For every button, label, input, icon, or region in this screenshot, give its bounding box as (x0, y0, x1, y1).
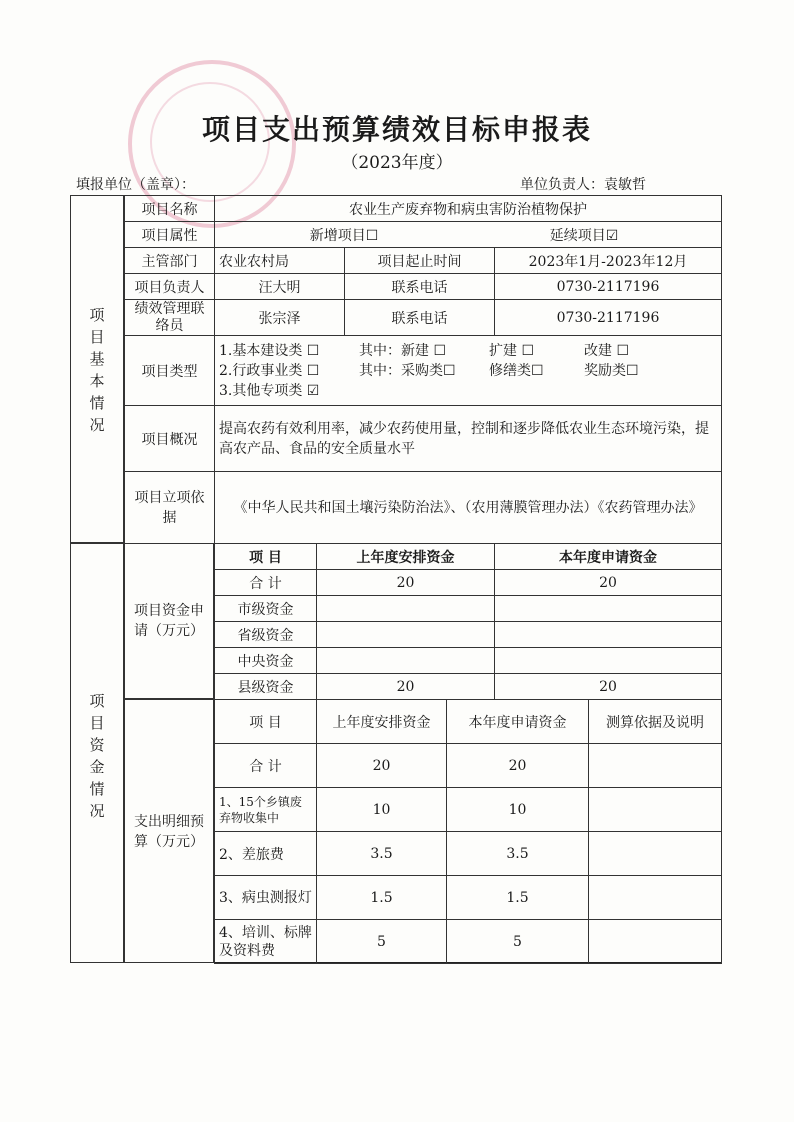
project-attr-label: 项目属性 (125, 222, 215, 248)
fund-header-prev: 上年度安排资金 (317, 544, 495, 570)
detail-row-curr: 3.5 (447, 832, 589, 876)
detail-row-note (589, 920, 722, 964)
detail-row-curr: 5 (447, 920, 589, 964)
project-name-value: 农业生产废弃物和病虫害防治植物保护 (215, 196, 722, 222)
dept-label: 主管部门 (125, 248, 215, 274)
section-basic-label: 项 目 基 本 情 况 (89, 306, 105, 434)
owner-value: 汪大明 (215, 274, 345, 300)
contact-phone-value: 0730-2117196 (495, 300, 722, 336)
fund-request-label: 项目资金申请（万元） (134, 603, 204, 639)
period-value: 2023年1月-2023年12月 (495, 248, 722, 274)
fund-row-item: 中央资金 (215, 648, 317, 674)
fund-request-table (214, 543, 722, 700)
section-fund-label: 项 目 资 金 情 况 (89, 692, 105, 820)
fund-row-prev (317, 648, 495, 674)
detail-header-item: 项 目 (215, 700, 317, 744)
detail-row-item: 3、病虫测报灯 (215, 876, 317, 920)
fund-row-item: 市级资金 (215, 596, 317, 622)
detail-row-curr: 10 (447, 788, 589, 832)
fund-row-prev: 20 (317, 674, 495, 700)
dept-value: 农业农村局 (215, 248, 345, 274)
project-name-label: 项目名称 (125, 196, 215, 222)
detail-row-note (589, 832, 722, 876)
detail-row-note (589, 788, 722, 832)
owner-phone-value: 0730-2117196 (495, 274, 722, 300)
detail-row-prev: 5 (317, 920, 447, 964)
fund-row-curr (495, 596, 722, 622)
owner-phone-label: 联系电话 (345, 274, 495, 300)
fund-row-prev (317, 622, 495, 648)
fund-row-curr (495, 622, 722, 648)
overview-label: 项目概况 (125, 406, 215, 472)
detail-row-note (589, 744, 722, 788)
detail-row-item: 合 计 (215, 744, 317, 788)
project-attr-value (215, 222, 722, 248)
owner-label: 项目负责人 (125, 274, 215, 300)
detail-row-curr: 20 (447, 744, 589, 788)
detail-row-item: 4、培训、标牌及资料费 (215, 920, 317, 964)
fund-row-curr (495, 648, 722, 674)
reporting-unit-label: 填报单位（盖章）： (76, 177, 195, 193)
detail-row-item: 1、15个乡镇废弃物收集中 (215, 788, 317, 832)
attr-continued-checkbox: 延续项目☑ (549, 227, 619, 244)
detail-row-prev: 1.5 (317, 876, 447, 920)
fund-row-curr: 20 (495, 570, 722, 596)
detail-budget-label: 支出明细预算（万元） (134, 814, 204, 850)
attr-new-checkbox: 新增项目☐ (309, 227, 379, 244)
detail-row-prev: 3.5 (317, 832, 447, 876)
fund-header-item: 项 目 (215, 544, 317, 570)
detail-header-note: 测算依据及说明 (589, 700, 722, 744)
detail-row-item: 2、差旅费 (215, 832, 317, 876)
type-label: 项目类型 (125, 336, 215, 406)
contact-label: 绩效管理联络员 (125, 300, 215, 336)
fund-row-curr: 20 (495, 674, 722, 700)
detail-budget-table (214, 699, 722, 964)
fund-row-item: 合 计 (215, 570, 317, 596)
basis-value: 《中华人民共和国土壤污染防治法》、（农用薄膜管理办法）《农药管理办法》 (215, 472, 722, 544)
fund-row-prev: 20 (317, 570, 495, 596)
fund-row-item: 省级资金 (215, 622, 317, 648)
fiscal-year: （2023年度） (341, 153, 453, 173)
detail-row-curr: 1.5 (447, 876, 589, 920)
overview-value: 提高农药有效利用率，减少农药使用量，控制和逐步降低农业生态环境污染，提高农产品、食品的安全质量水平 (215, 406, 722, 472)
contact-value: 张宗泽 (215, 300, 345, 336)
detail-row-note (589, 876, 722, 920)
fund-row-prev (317, 596, 495, 622)
contact-phone-label: 联系电话 (345, 300, 495, 336)
fund-row-item: 县级资金 (215, 674, 317, 700)
unit-head-label: 单位负责人：袁敏哲 (520, 177, 646, 193)
fund-header-curr: 本年度申请资金 (495, 544, 722, 570)
page-title: 项目支出预算绩效目标申报表 (201, 113, 592, 146)
basic-info-table (124, 195, 722, 544)
basis-label: 项目立项依据 (125, 472, 215, 544)
detail-header-curr: 本年度申请资金 (447, 700, 589, 744)
detail-row-prev: 10 (317, 788, 447, 832)
type-options: 1.基本建设类 ☐ 其中：新建 ☐ 扩建 ☐ 改建 ☐ 2.行政事业类 ☐ 其中：采购类☐ 修缮类☐ 奖励类☐ 3.其他专项类 ☑ (215, 336, 722, 406)
detail-row-prev: 20 (317, 744, 447, 788)
detail-header-prev: 上年度安排资金 (317, 700, 447, 744)
period-label: 项目起止时间 (345, 248, 495, 274)
